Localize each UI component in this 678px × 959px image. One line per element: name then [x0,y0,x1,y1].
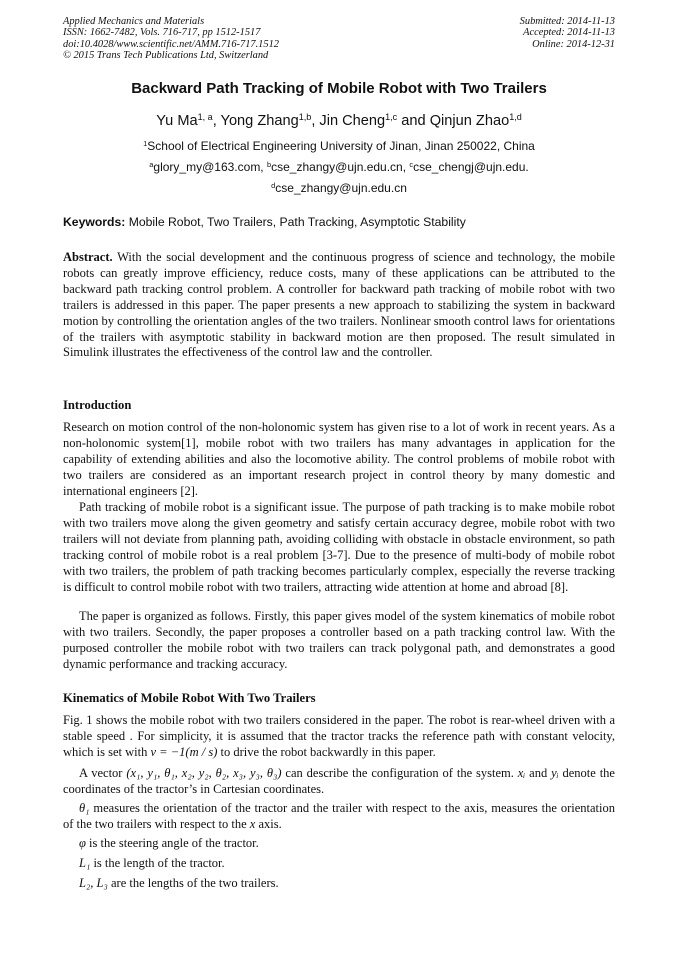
author-name: Yu Ma [156,113,198,129]
online-date: Online: 2014-12-31 [532,38,615,50]
velocity-equation: v = −1(m / s) [150,744,218,759]
section-heading-kinematics: Kinematics of Mobile Robot With Two Trailers [63,691,316,705]
email-link[interactable]: cse_zhangy@ujn.edu.cn [275,181,407,195]
kinematics-paragraph-1: Fig. 1 shows the mobile robot with two trailers considered in the paper. The robot is rear-wheel driven with a stable speed . For simplicity, it is assumed that the tractor tracks the reference path with constant velocity, which is set with v = −1(m / s) to drive the robot backwardly in this paper. [63,713,615,759]
math-symbol: yᵢ [551,766,559,780]
intro-paragraph-1: Research on motion control of the non-holonomic system has given rise to a lot of work in recent years. As a non-holonomic system[1], mobile robot with two trailers has many advantages in application for the capability of extending abilities and also the locomotive ability. The control problems of mobile robot with two trailers are considered as an important research project in control theory by many domestic and international engineers [2]. [63,420,615,498]
copyright-line: © 2015 Trans Tech Publications Ltd, Switzerland [63,50,269,62]
definition-tractor-length: L₁ is the length of the tractor. [79,856,225,870]
intro-paragraph-2: Path tracking of mobile robot is a significant issue. The purpose of path tracking is to make mobile robot with two trailers move along the given geometry and satisfy certain accuracy degree, mobile robot with two trailers will not deviate from planning path, avoiding colliding with obstacle in obstacle environment, so path tracking control of mobile robot is a real problem [3-7]. Due to the presence of multi-body of mobile robot with two trailers, the problem of path tracking becomes particularly complex, especially the reverse tracking is difficult to control mobile robot with two trailers, attracting wide attention at home and abroad [8]. [63,500,615,594]
issn-line: ISSN: 1662-7482, Vols. 716-717, pp 1512-1517 [63,27,261,39]
journal-name: Applied Mechanics and Materials [63,16,205,27]
intro-paragraph-3: The paper is organized as follows. Firstly, this paper gives model of the system kinematics of mobile robot with two trailers. Secondly, the paper proposes a controller based on a path tracking control law. With the purposed controller the mobile robot with two trailers can track polygonal path, and demonstrates a good dynamic performance and tracking accuracy. [63,609,615,671]
email-link[interactable]: glory_my@163.com, [153,160,267,174]
abstract [63,250,615,361]
journal-header-right [520,16,615,50]
author-emails: $^a$glory_my@163.com, $^b$cse_zhangy@ujn.edu.cn, $^c$cse_chengj@ujn.edu. [149,159,529,174]
author-sup: 1,d [509,112,522,123]
abstract-text: With the social development and the continuous progress of science and technology, the mobile robots can greatly improve efficiency, reduce costs, many of these applications can be attributed to the backward path tracking control problem. A controller for backward path tracking of mobile robot with two trailers is addressed in this paper. The paper presents a new approach to stabilizing the system in backward motion by controlling the orientation angles of the two trailers. Nonlinear smooth control laws for orientations of the trailers with asymptotic stability in backward motion are then proposed. The result simulated in Simulink illustrates the effectiveness of the control law and the controller. [63,250,615,360]
author-name: Qinjun Zhao [429,113,510,129]
configuration-vector: (x₁, y₁, θ₁, x₂, y₂, θ₂, x₃, y₃, θ₃) [126,766,282,780]
keywords [63,215,466,229]
affiliation: $^1$School of Electrical Engineering University of Jinan, Jinan 250022, China [143,138,535,153]
math-symbol: φ [79,836,86,850]
author-list: Yu Ma$^{1, a}$, Yong Zhang$^{1,b}$, Jin Cheng$^{1,c}$ and Qinjun Zhao$^{1,d}$ [156,112,522,129]
math-symbol: θ₁ [79,801,90,815]
abstract-label: Abstract. [63,250,113,264]
math-symbol: x [249,816,256,831]
keywords-label: Keywords: [63,215,126,229]
author-name: Yong Zhang [220,113,299,129]
doi-line: doi:10.4028/www.scientific.net/AMM.716-717.1512 [63,38,279,50]
author-sup: 1,c [385,112,398,123]
section-heading-introduction: Introduction [63,398,132,412]
kinematics-paragraph-3: θ₁ measures the orientation of the tractor and the trailer with respect to the axis, measures the orientation of the two trailers with respect to the x axis. [63,801,615,831]
kinematics-paragraph-2: A vector (x₁, y₁, θ₁, x₂, y₂, θ₂, x₃, y₃, θ₃) can describe the configuration of the system. xᵢ and yᵢ denote the coordinates of the tractor’s in Cartesian coordinates. [63,766,615,796]
email-link[interactable]: cse_zhangy@ujn.edu.cn, [271,160,410,174]
accepted-date: Accepted: 2014-11-13 [523,27,615,39]
math-symbol: L₂, L₃ [79,876,108,890]
definition-trailer-lengths: L₂, L₃ are the lengths of the two trailers. [79,876,279,890]
definition-steering-angle: φ is the steering angle of the tractor. [79,836,259,850]
submitted-date: Submitted: 2014-11-13 [519,16,615,27]
math-symbol: xᵢ [517,766,526,780]
email-link[interactable]: cse_chengj@ujn.edu. [413,160,529,174]
journal-header-left [63,16,279,62]
math-symbol: L₁ [79,856,91,870]
author-name: Jin Cheng [319,113,386,129]
author-sup: 1,b [298,112,312,123]
keywords-list: Mobile Robot, Two Trailers, Path Tracking, Asymptotic Stability [125,215,466,229]
paper-title: Backward Path Tracking of Mobile Robot with Two Trailers [131,80,547,97]
author-sup: 1, a [197,112,213,123]
author-email-d: $^d$cse_zhangy@ujn.edu.cn [271,180,407,195]
